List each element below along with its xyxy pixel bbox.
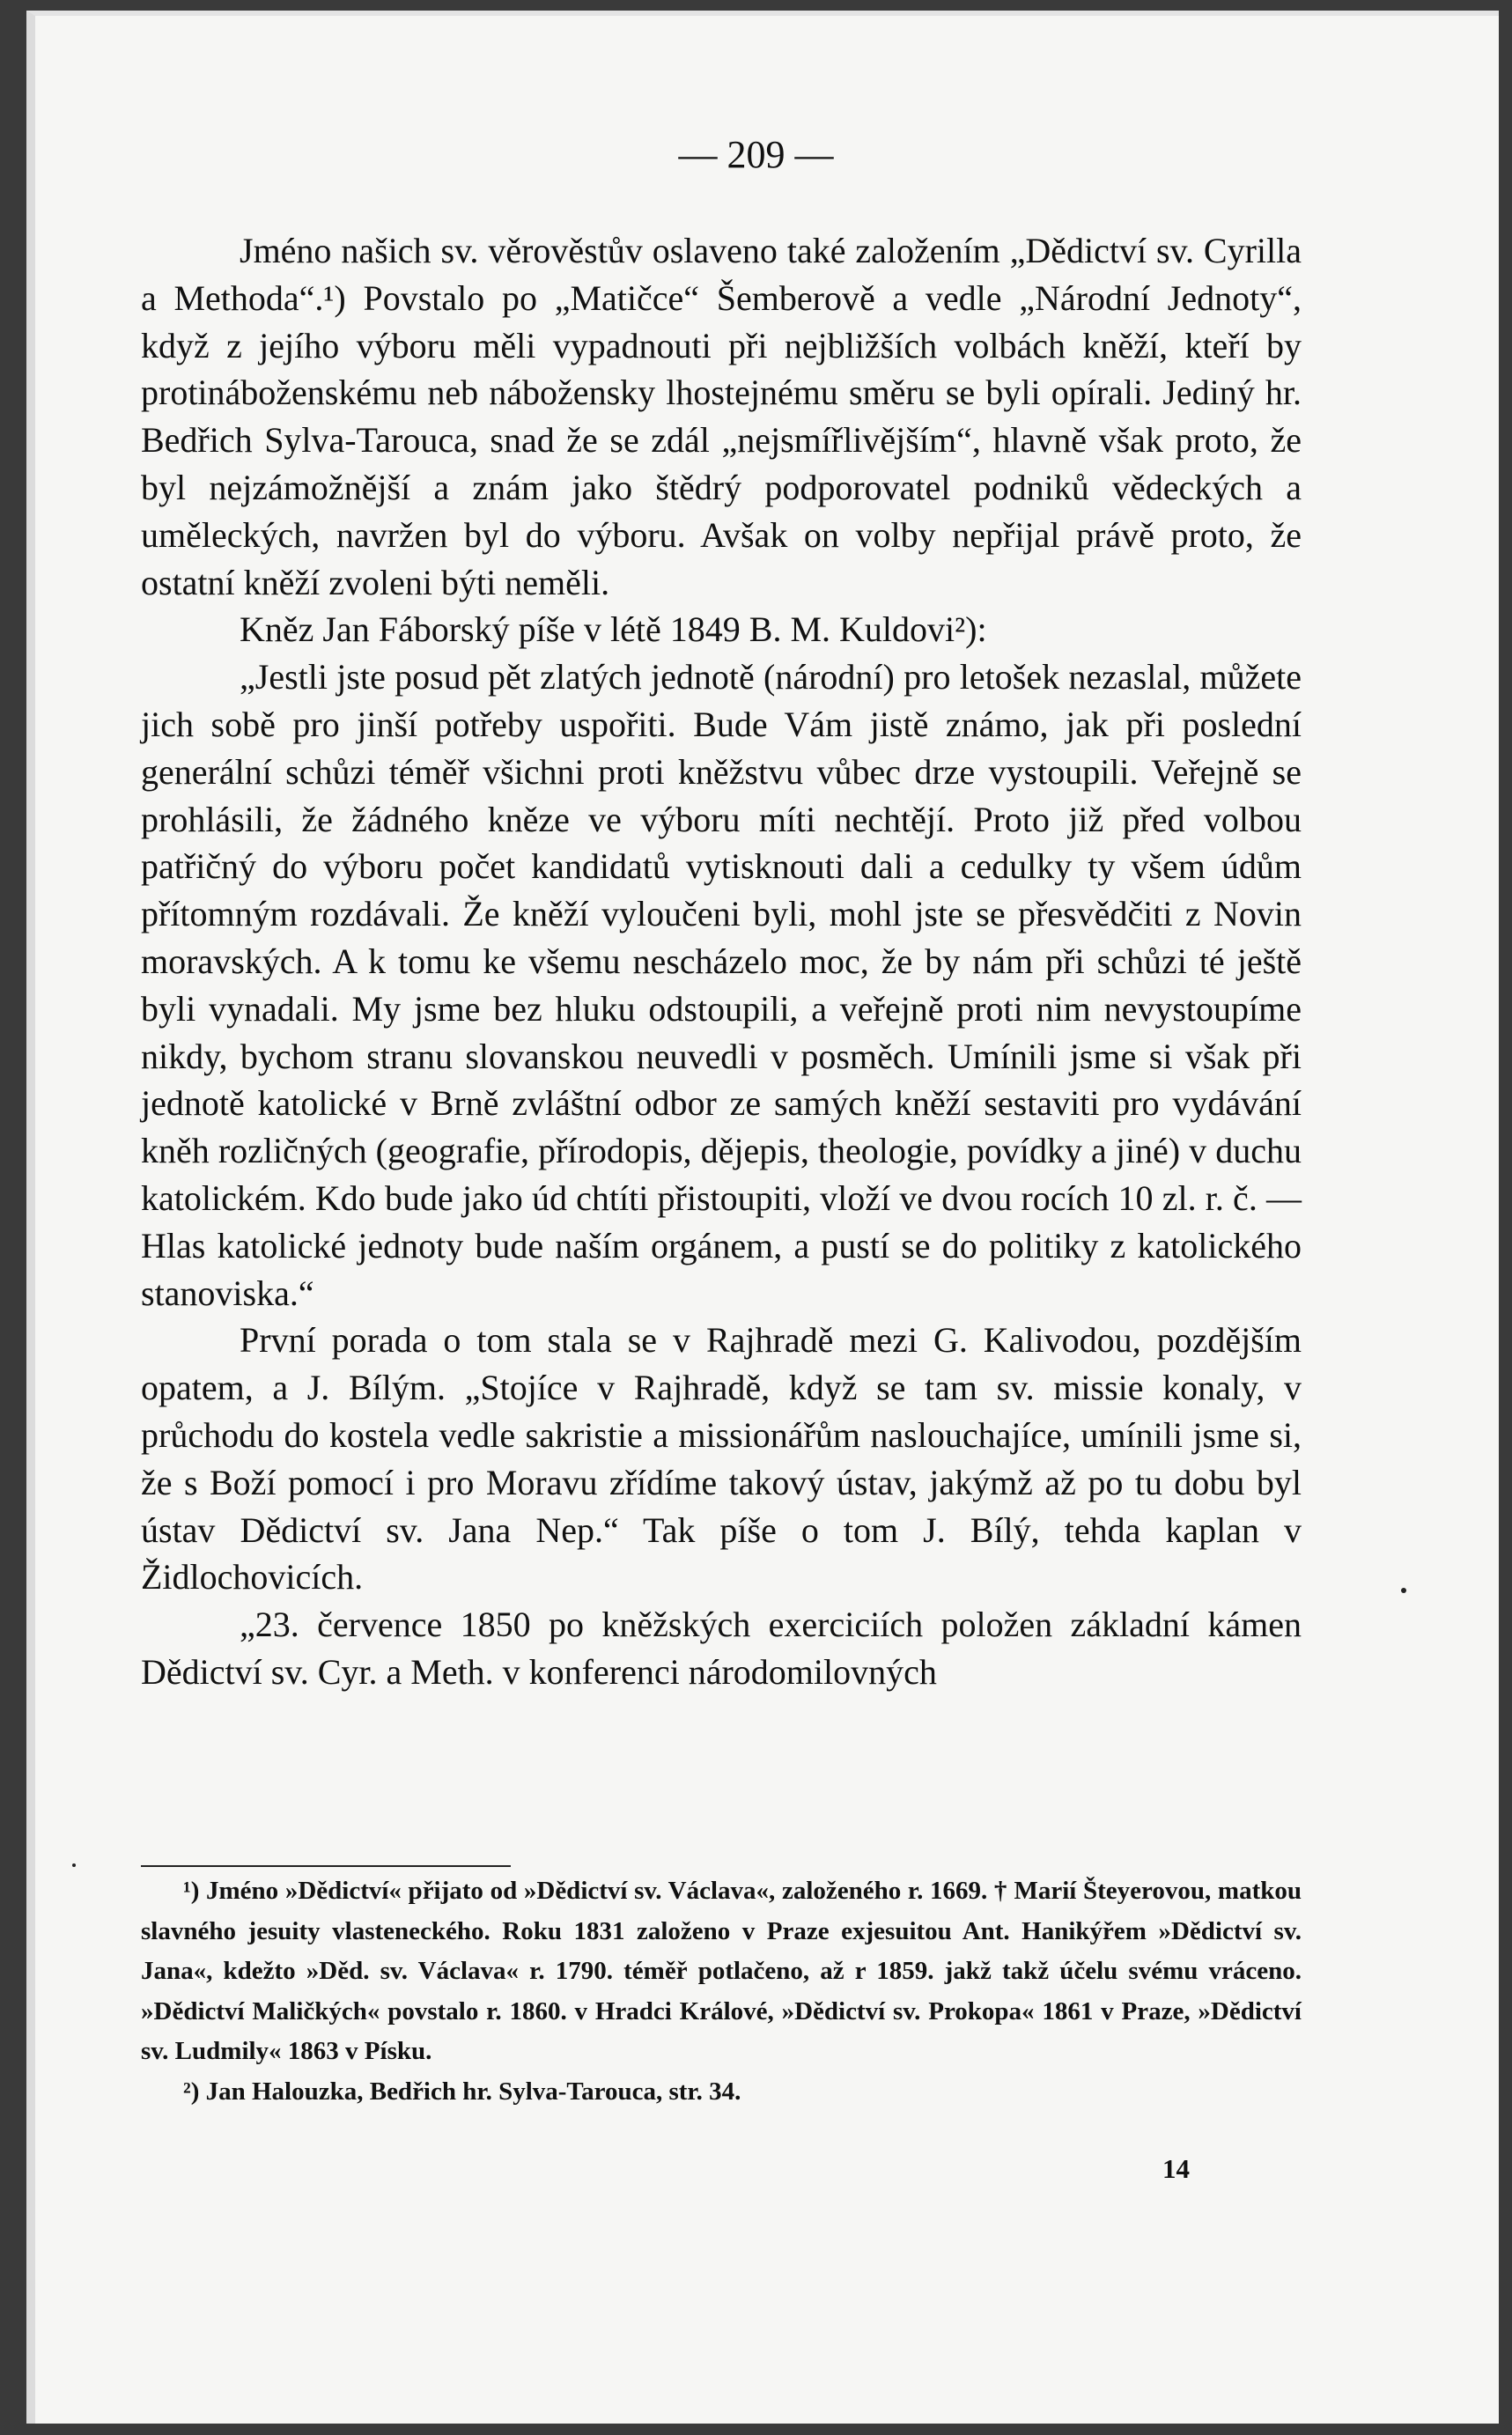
paragraph-3-quote: „Jestli jste posud pět zlatých jednotě (národní) pro letošek nezaslal, můžete jich sobě pro jinší potřeby uspořiti. Bude Vám jistě známo, jak při poslední generální schůzi téměř všichni proti kněžstvu vůbec drze vystoupili. Veřejně se prohlásili, že žádného kněze ve výboru míti nechtějí. Proto již před volbou patřičný do výboru počet kandidatů vytisknouti dali a cedulky ty všem údům přítomným rozdávali. Že kněží vyloučeni byli, mohl jste se přesvědčiti z Novin moravských. A k tomu ke všemu nescházelo moc, že by nám při schůzi té ještě byli vynadali. My jsme bez hluku odstoupili, a veřejně proti nim nevystoupíme nikdy, bychom stranu slovanskou neuvedli v posměch. Umínili jsme si však při jednotě katolické v Brně zvláštní odbor ze samých kněží sestaviti pro vydávání kněh rozličných (geografie, přírodopis, dějepis, theologie, povídky a jiné) v duchu katolickém. Kdo bude jako úd chtíti přistoupiti, vloží ve dvou rocích 10 zl. r. č. — Hlas katolické jednoty bude naším orgánem, a pustí se do politiky z katolického stanoviska.“ [141, 657, 1302, 1313]
body-text [141, 227, 1302, 1696]
page-number: — 209 — [678, 133, 834, 176]
paragraph-5: „23. července 1850 po kněžských exerciciích položen základní kámen Dědictví sv. Cyr. a Meth. v konferenci národomilovných [141, 1605, 1302, 1692]
signature-mark: 14 [1162, 2153, 1190, 2184]
paragraph-2: Kněz Jan Fáborský píše v létě 1849 B. M. Kuldovi²): [240, 609, 987, 650]
footnote-1: ¹) Jméno »Dědictví« přijato od »Dědictví sv. Václava«, založeného r. 1669. † Marií Šteyerovou, matkou slavného jesuity vlasteneckého. Roku 1831 založeno v Praze exjesuitou Ant. Hanikýřem »Dědictví sv. Jana«, kdežto »Děd. sv. Václava« r. 1790. téměř potlačeno, až r 1859. jakž takž účelu svému vráceno. »Dědictví Maličkých« povstalo r. 1860. v Hradci Králové, »Dědictví sv. Prokopa« 1861 v Praze, »Dědictví sv. Ludmily« 1863 v Písku. [141, 1877, 1302, 2065]
paragraph-1: Jméno našich sv. věrověstův oslaveno také založením „Dědictví sv. Cyrilla a Methoda“.¹) Povstalo po „Matičce“ Šemberově a vedle „Národní Jednoty“, když z jejího výboru měli vypadnouti při nejbližších volbách kněží, kteří by protináboženskému neb nábožensky lhostejnému směru se byli opírali. Jediný hr. Bedřich Sylva-Tarouca, snad že se zdál „nejsmířlivějším“, hlavně však proto, že byl nejzámožnější a znám jako štědrý podporovatel podniků vědeckých a uměleckých, navržen byl do výboru. Avšak on volby nepřijal právě proto, že ostatní kněží zvoleni býti neměli. [141, 231, 1302, 602]
footnotes [141, 1871, 1302, 2112]
stray-dot [72, 1863, 76, 1867]
footnote-2: ²) Jan Halouzka, Bedřich hr. Sylva-Tarouca, str. 34. [183, 2077, 741, 2106]
stray-dot [1401, 1588, 1406, 1593]
footnote-separator [141, 1865, 511, 1867]
paragraph-4: První porada o tom stala se v Rajhradě mezi G. Kalivodou, pozdějším opatem, a J. Bílým. „Stojíce v Rajhradě, když se tam sv. missie konaly, v průchodu do kostela vedle sakristie a missionářům naslouchajíce, umínili jsme si, že s Boží pomocí i pro Moravu zřídíme takový ústav, jakýmž až po tu dobu byl ústav Dědictví sv. Jana Nep.“ Tak píše o tom J. Bílý, tehda kaplan v Židlochovicích. [141, 1320, 1302, 1598]
